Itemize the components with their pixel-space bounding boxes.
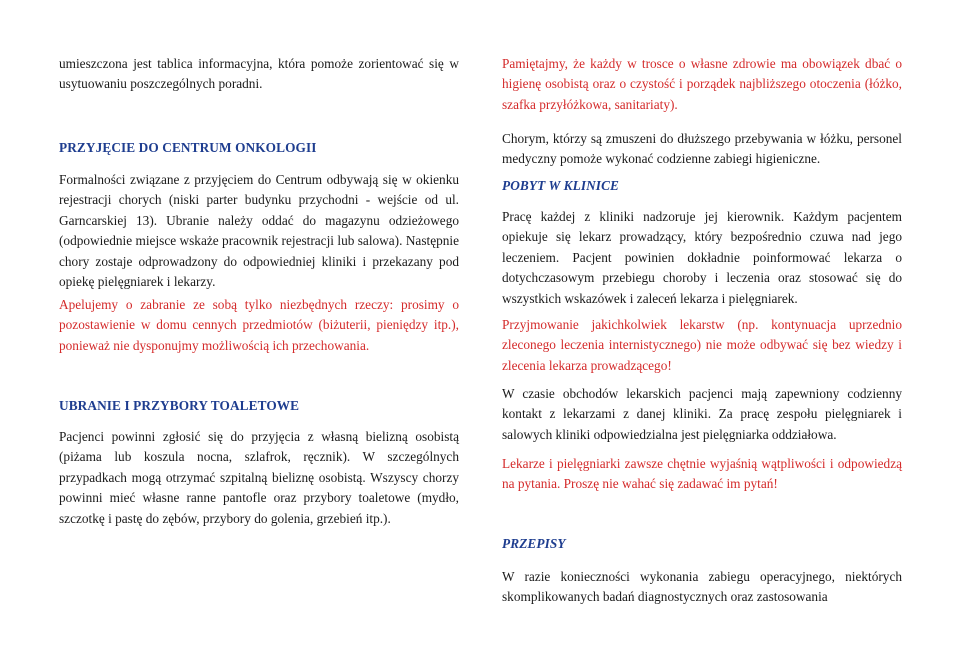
hygiene-paragraph: Chorym, którzy są zmuszeni do dłuższego przebywania w łóżku, personel medyczny pomoże wykonać codzienne zabiegi higieniczne.	[502, 131, 902, 167]
admission-notice: Apelujemy o zabranie ze sobą tylko niezbędnych rzeczy: prosimy o pozostawienie w domu cennych przedmiotów (biżuterii, pieniędzy itp.), ponieważ nie dysponujmy możliwością ich przechowania.	[59, 297, 459, 353]
medication-notice: Przyjmowanie jakichkolwiek lekarstw (np. kontynuacja uprzednio zleconego leczenia internistycznego) nie może odbywać się bez wiedzy i zlecenia lekarza prowadzącego!	[502, 317, 902, 373]
section-heading-admission: PRZYJĘCIE DO CENTRUM ONKOLOGII	[59, 140, 317, 155]
intro-paragraph: umieszczona jest tablica informacyjna, która pomoże zorientować się w usytuowaniu poszczególnych poradni.	[59, 56, 459, 92]
regulations-paragraph: W razie konieczności wykonania zabiegu operacyjnego, niektórych skomplikowanych badań diagnostycznych oraz zastosowania	[502, 569, 902, 605]
questions-notice: Lekarze i pielęgniarki zawsze chętnie wyjaśnią wątpliwości i odpowiedzą na pytania. Proszę nie wahać się zadawać im pytań!	[502, 456, 902, 492]
clothing-paragraph: Pacjenci powinni zgłosić się do przyjęcia z własną bielizną osobistą (piżama lub koszula nocna, szlafrok, ręcznik). W szczególnych przypadkach mogą otrzymać szpitalną bieliznę osobistą. Wszyscy chorzy powinni mieć własne ranne pantofle oraz przybory toaletowe (mydło, szczotkę i pastę do zębów, przybory do golenia, grzebień itp.).	[59, 429, 459, 526]
section-heading-stay: POBYT W KLINICE	[502, 178, 620, 193]
section-heading-regulations: PRZEPISY	[502, 536, 566, 551]
rounds-paragraph: W czasie obchodów lekarskich pacjenci mają zapewniony codzienny kontakt z lekarzami z danej kliniki. Za pracę zespołu pielęgniarek i salowych kliniki odpowiedzialna jest pielęgniarka oddziałowa.	[502, 386, 902, 442]
stay-paragraph: Pracę każdej z kliniki nadzoruje jej kierownik. Każdym pacjentem opiekuje się lekarz prowadzący, który bezpośrednio czuwa nad jego leczeniem. Pacjent powinien dokładnie poinformować lekarza o dotychczasowym przebiegu choroby i leczenia oraz stosować się do wszystkich wskazówek i zaleceń lekarza i pielęgniarek.	[502, 209, 902, 306]
admission-paragraph: Formalności związane z przyjęciem do Centrum odbywają się w okienku rejestracji chorych (niski parter budynku przychodni - wejście od ul. Garncarskiej 13). Ubranie należy oddać do magazynu odzieżowego (odpowiednie miejsce wskaże pracownik rejestracji lub salowa). Następnie chory zostaje odprowadzony do odpowiedniej kliniki i przekazany pod opiekę pielęgniarek i lekarzy.	[59, 172, 459, 290]
hygiene-notice: Pamiętajmy, że każdy w trosce o własne zdrowie ma obowiązek dbać o higienę osobistą oraz o czystość i porządek najbliższego otoczenia (łóżko, szafka przyłóżkowa, sanitariaty).	[502, 56, 902, 112]
section-heading-clothing: UBRANIE I PRZYBORY TOALETOWE	[59, 398, 300, 413]
